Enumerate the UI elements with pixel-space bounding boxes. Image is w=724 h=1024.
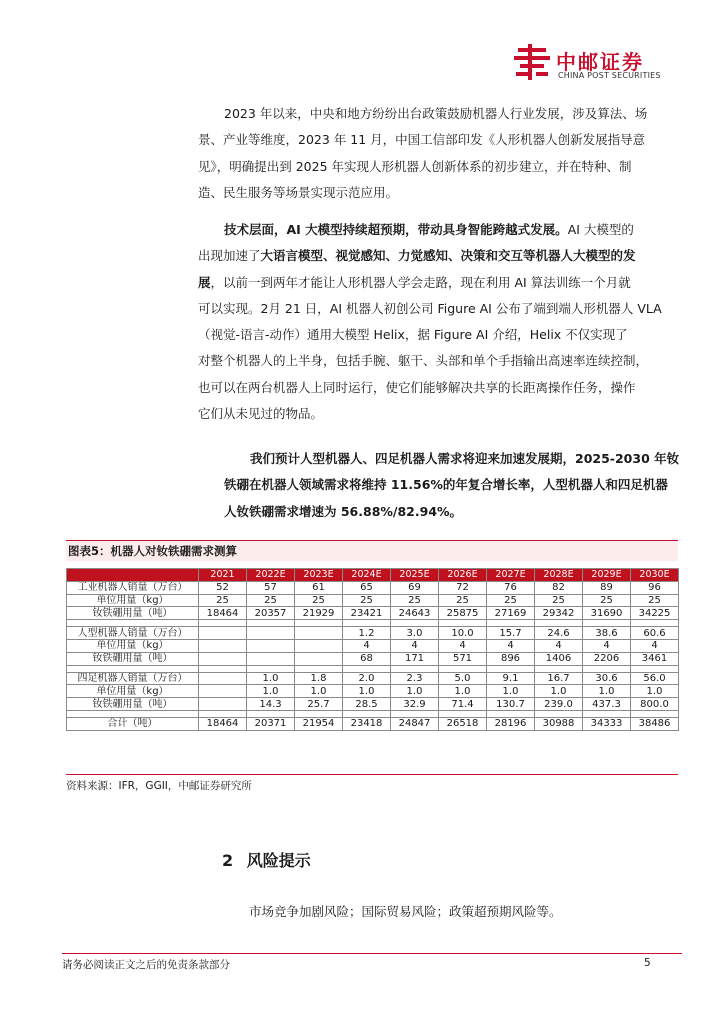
table-cell: 9.1 [487, 672, 535, 685]
table-cell: 1.0 [295, 685, 343, 698]
table-spacer-row [67, 620, 679, 627]
table-cell: 1.0 [343, 685, 391, 698]
table-spacer-cell [247, 710, 295, 717]
table-row [67, 607, 679, 620]
table-row [67, 672, 679, 685]
text-line: 人钕铁硼需求增速为 56.88%/82.94%。 [224, 503, 463, 519]
table-spacer-cell [583, 710, 631, 717]
table-cell: 20357 [247, 607, 295, 620]
table-row-label: 人型机器人销量（万台） [67, 627, 199, 640]
table-cell: 25 [391, 594, 439, 607]
table-cell: 21929 [295, 607, 343, 620]
table-cell: 27169 [487, 607, 535, 620]
table-cell: 25.7 [295, 698, 343, 711]
table-spacer-cell [199, 710, 247, 717]
table-cell: 5.0 [439, 672, 487, 685]
table-spacer-cell [439, 710, 487, 717]
table-spacer-cell [199, 665, 247, 672]
text-line [198, 243, 690, 269]
text-line [224, 217, 690, 243]
table-spacer-cell [247, 665, 295, 672]
table-cell: 18464 [199, 607, 247, 620]
table-cell: 82 [535, 581, 583, 594]
table-cell: 34333 [583, 717, 631, 730]
table-cell: 437.3 [583, 698, 631, 711]
table-spacer-cell [391, 665, 439, 672]
table-cell: 171 [391, 652, 439, 665]
table-cell: 29342 [535, 607, 583, 620]
table-cell: 57 [247, 581, 295, 594]
text-line: 可以实现。2月 21 日，AI 机器人初创公司 Figure AI 公布了端到端人形机器人 VLA [198, 300, 662, 316]
table-spacer-cell [67, 665, 199, 672]
table-spacer-cell [487, 620, 535, 627]
table-cell: 25 [439, 594, 487, 607]
table-spacer-cell [439, 620, 487, 627]
table-cell: 15.7 [487, 627, 535, 640]
table-cell: 571 [439, 652, 487, 665]
table-spacer-cell [247, 620, 295, 627]
table-cell [199, 639, 247, 652]
table-cell: 2.0 [343, 672, 391, 685]
paragraph-forecast [224, 446, 690, 525]
table-cell: 71.4 [439, 698, 487, 711]
table-cell: 76 [487, 581, 535, 594]
table-cell: 28196 [487, 717, 535, 730]
table-cell: 2206 [583, 652, 631, 665]
table-spacer-cell [295, 710, 343, 717]
table-spacer-cell [67, 620, 199, 627]
table-cell [247, 652, 295, 665]
table-cell [199, 685, 247, 698]
table-cell: 1.2 [343, 627, 391, 640]
table-cell [247, 627, 295, 640]
table-spacer-cell [631, 620, 679, 627]
table-cell: 1.0 [391, 685, 439, 698]
table-cell: 1.0 [487, 685, 535, 698]
table-cell [295, 639, 343, 652]
text-line: 铁硼在机器人领域需求将维持 11.56%的年复合增长率，人型机器人和四足机器 [224, 477, 668, 493]
section-number: 2 [222, 851, 234, 870]
table-cell: 25 [535, 594, 583, 607]
table-cell: 18464 [199, 717, 247, 730]
text-line: 2023 年以来，中央和地方纷纷出台政策鼓励机器人行业发展，涉及算法、场 [224, 106, 648, 121]
table-cell: 1.0 [583, 685, 631, 698]
table-row-label: 四足机器人销量（万台） [67, 672, 199, 685]
table-cell [199, 672, 247, 685]
table-spacer-cell [343, 710, 391, 717]
paragraph-technology [198, 217, 690, 427]
table-cell: 4 [343, 639, 391, 652]
table-cell: 1.0 [631, 685, 679, 698]
table-cell: 3.0 [391, 627, 439, 640]
table-row [67, 639, 679, 652]
table-spacer-cell [199, 620, 247, 627]
table-cell: 30.6 [583, 672, 631, 685]
table-header-cell: 2029E [583, 569, 631, 582]
table-row [67, 685, 679, 698]
table-cell: 10.0 [439, 627, 487, 640]
table-cell: 24.6 [535, 627, 583, 640]
table-header-cell [67, 569, 199, 582]
table-spacer-cell [583, 665, 631, 672]
table-cell: 23421 [343, 607, 391, 620]
table-row-label: 单位用量（kg） [67, 639, 199, 652]
table-row [67, 698, 679, 711]
table-cell: 32.9 [391, 698, 439, 711]
bold-text: 展 [198, 274, 211, 290]
table-header-cell: 2025E [391, 569, 439, 582]
table-row [67, 652, 679, 665]
table-cell: 25 [583, 594, 631, 607]
table-cell: 25 [487, 594, 535, 607]
table-cell: 4 [391, 639, 439, 652]
table-cell: 16.7 [535, 672, 583, 685]
table-cell [199, 627, 247, 640]
table-row [67, 717, 679, 730]
table-cell: 56.0 [631, 672, 679, 685]
table-row-label: 工业机器人销量（万台） [67, 581, 199, 594]
table-cell [199, 698, 247, 711]
table-row-label: 钕铁硼用量（吨） [67, 652, 199, 665]
table-spacer-cell [343, 620, 391, 627]
table-cell: 25 [247, 594, 295, 607]
figure-source: 资料来源：IFR，GGII，中邮证券研究所 [66, 774, 678, 793]
table-header-cell: 2021 [199, 569, 247, 582]
text-line [198, 270, 690, 296]
company-logo [514, 44, 704, 84]
table-cell: 130.7 [487, 698, 535, 711]
table-row [67, 581, 679, 594]
table-cell: 23418 [343, 717, 391, 730]
table-cell [199, 652, 247, 665]
table-spacer-cell [343, 665, 391, 672]
table-header-cell: 2028E [535, 569, 583, 582]
table-spacer-row [67, 665, 679, 672]
table-cell [247, 639, 295, 652]
table-cell: 20371 [247, 717, 295, 730]
table-cell: 26518 [439, 717, 487, 730]
table-cell: 1.0 [439, 685, 487, 698]
table-header-cell: 2023E [295, 569, 343, 582]
table-cell: 14.3 [247, 698, 295, 711]
table-cell: 25 [295, 594, 343, 607]
text-span: 出现加速了 [198, 248, 261, 264]
table-cell: 24643 [391, 607, 439, 620]
table-cell: 89 [583, 581, 631, 594]
table-cell: 1.8 [295, 672, 343, 685]
table-cell: 25875 [439, 607, 487, 620]
text-span: AI 大模型的 [567, 222, 634, 237]
table-row-label: 单位用量（kg） [67, 685, 199, 698]
table-cell: 34225 [631, 607, 679, 620]
text-line: 它们从未见过的物品。 [198, 406, 324, 422]
table-cell: 4 [583, 639, 631, 652]
table-cell: 38.6 [583, 627, 631, 640]
table-cell: 25 [343, 594, 391, 607]
table-header-cell: 2022E [247, 569, 295, 582]
table-row [67, 627, 679, 640]
table-cell: 60.6 [631, 627, 679, 640]
text-span: ，以前一到两年才能让人形机器人学会走路，现在利用 AI 算法训练一个月就 [210, 274, 631, 290]
table-cell: 3461 [631, 652, 679, 665]
table-cell: 68 [343, 652, 391, 665]
table-row-label: 钕铁硼用量（吨） [67, 607, 199, 620]
table-cell: 25 [199, 594, 247, 607]
table-cell: 25 [631, 594, 679, 607]
text-line: 也可以在两台机器人上同时运行，使它们能够解决共享的长距离操作任务，操作 [198, 379, 636, 395]
table-cell [295, 627, 343, 640]
table-header-cell: 2027E [487, 569, 535, 582]
table-spacer-cell [439, 665, 487, 672]
table-cell: 28.5 [343, 698, 391, 711]
table-header-cell: 2026E [439, 569, 487, 582]
logo-mark-icon [514, 44, 552, 82]
table-cell: 1.0 [535, 685, 583, 698]
table-cell: 1406 [535, 652, 583, 665]
table-cell: 1.0 [247, 685, 295, 698]
section-heading [222, 848, 311, 871]
table-row [67, 594, 679, 607]
table-cell: 4 [631, 639, 679, 652]
text-line: 对整个机器人的上半身，包括手腕、躯干、头部和单个手指输出高速率连续控制， [198, 353, 649, 369]
table-cell: 72 [439, 581, 487, 594]
table-header-cell: 2030E [631, 569, 679, 582]
table-cell: 38486 [631, 717, 679, 730]
bold-text: 大语言模型、视觉感知、力觉感知、决策和交互等机器人大模型的发 [260, 248, 636, 264]
table-cell: 24847 [391, 717, 439, 730]
page-number: 5 [644, 957, 651, 969]
table-spacer-cell [535, 620, 583, 627]
table-cell: 31690 [583, 607, 631, 620]
logo-chinese-name: 中邮证券 [556, 50, 644, 74]
table-cell: 21954 [295, 717, 343, 730]
table-cell: 4 [487, 639, 535, 652]
risk-text: 市场竞争加剧风险；国际贸易风险；政策超预期风险等。 [249, 904, 562, 919]
table-spacer-cell [391, 620, 439, 627]
table-cell: 800.0 [631, 698, 679, 711]
footer-disclaimer: 请务必阅读正文之后的免责条款部分 [62, 959, 230, 971]
table-spacer-row [67, 710, 679, 717]
logo-english-name: CHINA POST SECURITIES [558, 71, 661, 80]
text-line: 景、产业等维度，2023 年 11 月，中国工信部印发《人形机器人创新发展指导意 [198, 132, 646, 148]
table-spacer-cell [487, 710, 535, 717]
ndfeb-demand-table [66, 568, 679, 731]
table-cell: 4 [439, 639, 487, 652]
table-cell: 61 [295, 581, 343, 594]
paragraph-policy [198, 101, 690, 206]
table-cell: 65 [343, 581, 391, 594]
table-spacer-cell [583, 620, 631, 627]
text-line: 我们预计人型机器人、四足机器人需求将迎来加速发展期，2025-2030 年钕 [250, 451, 680, 466]
table-spacer-cell [535, 665, 583, 672]
table-cell: 4 [535, 639, 583, 652]
text-line: 造、民生服务等场景实现示范应用。 [198, 184, 399, 200]
table-cell: 52 [199, 581, 247, 594]
table-cell: 30988 [535, 717, 583, 730]
table-cell: 69 [391, 581, 439, 594]
table-spacer-cell [631, 665, 679, 672]
table-row-label: 单位用量（kg） [67, 594, 199, 607]
table-header-cell: 2024E [343, 569, 391, 582]
table-spacer-cell [391, 710, 439, 717]
table-cell: 96 [631, 581, 679, 594]
table-cell [295, 652, 343, 665]
table-spacer-cell [67, 710, 199, 717]
text-line: （视觉-语言-动作）通用大模型 Helix，据 Figure AI 介绍，Helix 不仅实现了 [198, 327, 628, 343]
table-spacer-cell [631, 710, 679, 717]
table-spacer-cell [295, 620, 343, 627]
table-cell: 239.0 [535, 698, 583, 711]
table-header-row [67, 569, 679, 582]
text-line: 见》，明确提出到 2025 年实现人形机器人创新体系的初步建立，并在特种、制 [198, 158, 632, 174]
footer-divider [62, 953, 682, 954]
figure-caption-bar [66, 540, 678, 561]
table-cell: 2.3 [391, 672, 439, 685]
section-title: 风险提示 [246, 851, 311, 870]
table-spacer-cell [487, 665, 535, 672]
figure-caption: 图表5：机器人对钕铁硼需求测算 [68, 544, 237, 558]
table-cell: 896 [487, 652, 535, 665]
table-row-label: 合计（吨） [67, 717, 199, 730]
table-row-label: 钕铁硼用量（吨） [67, 698, 199, 711]
bold-text: 技术层面，AI 大模型持续超预期，带动具身智能跨越式发展。 [224, 222, 568, 237]
table-cell: 1.0 [247, 672, 295, 685]
table-spacer-cell [535, 710, 583, 717]
table-spacer-cell [295, 665, 343, 672]
